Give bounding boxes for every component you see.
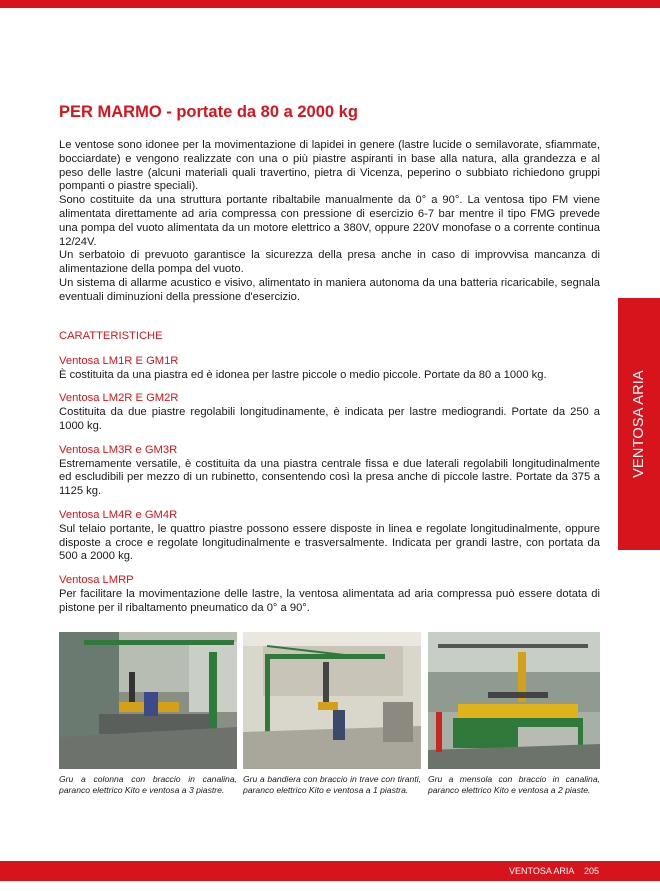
intro-paragraph: Le ventose sono idonee per la movimentazione di lapidei in genere (lastre lucide o semilavorate, sfiammate, bocciardate) e vengono realizzate con una o più piastre aspiranti in base alla natura, alla grandezza e al peso delle lastre (alcuni materiali quali travertino, pietra di Vicenza, peperino o subbiato richiedono gruppi pompanti o piastre speciali). xyxy=(59,139,600,193)
intro-paragraph: Un sistema di allarme acustico e visivo, alimentato in maniera autonoma da una batteria ricaricabile, segnala eventuali diminuzioni della pressione d'esercizio. xyxy=(59,276,600,303)
side-section-tab xyxy=(618,298,660,550)
photo-column-crane xyxy=(59,632,237,769)
page-number: 205 xyxy=(584,866,600,876)
model-name: Ventosa LM3R e GM3R xyxy=(59,443,178,456)
model-description: È costituita da una piastra ed è idonea per lastre piccole o medio piccole. Portate da 80 a 1000 kg. xyxy=(59,368,547,381)
model-item xyxy=(59,355,600,383)
photo-caption: Gru a bandiera con braccio in trave con tiranti, paranco elettrico Kito e ventosa a 1 piastra. xyxy=(243,774,421,795)
model-name: Ventosa LM1R E GM1R xyxy=(59,354,179,367)
intro-paragraph: Un serbatoio di prevuoto garantisce la sicurezza della presa anche in caso di improvvisa mancanza di alimentazione della pompa del vuoto. xyxy=(59,249,600,276)
model-description: Estremamente versatile, è costituita da una piastra centrale fissa e due laterali regolabili longitudinalmente ed escludibili per mezzo di un rubinetto, consentendo così la presa anche di piccole lastre. Portate da 375 a 1125 kg. xyxy=(59,457,600,498)
model-item xyxy=(59,509,600,564)
side-tab-label: VENTOSA ARIA xyxy=(631,370,647,478)
top-accent-bar xyxy=(0,0,660,8)
model-description: Costituita da due piastre regolabili longitudinamente, è indicata per lastre mediograndi. Portate da 250 a 1000 kg. xyxy=(59,406,600,432)
photo-caption: Gru a colonna con braccio in canalina, paranco elettrico Kito e ventosa a 3 piastre. xyxy=(59,774,237,795)
model-item xyxy=(59,444,600,499)
footer-bar xyxy=(0,861,660,881)
features-section xyxy=(59,330,600,626)
model-name: Ventosa LM4R e GM4R xyxy=(59,508,178,521)
photo-jib-crane xyxy=(243,632,421,769)
photo-bracket-crane xyxy=(428,632,600,769)
model-description: Per facilitare la movimentazione delle lastre, la ventosa alimentata ad aria compressa può essere dotata di pistone per il ribaltamento pneumatico da 0° a 90°. xyxy=(59,587,600,614)
model-name: Ventosa LMRP xyxy=(59,574,134,587)
intro-text xyxy=(59,139,600,305)
intro-paragraph: Sono costituite da una struttura portante ribaltabile manualmente da 0° a 90°. La ventosa tipo FM viene alimentata direttamente ad aria compressa con pressione di esercizio 6-7 bar mentre il tipo FMG prevede una pompa del vuoto alimentata da un motore elettrico a 380V, oppure 220V monofase o a corrente continua 12/24V. xyxy=(59,194,600,248)
model-item xyxy=(59,392,600,433)
model-item xyxy=(59,574,600,615)
section-title: CARATTERISTICHE xyxy=(59,330,163,342)
model-name: Ventosa LM2R E GM2R xyxy=(59,392,179,405)
photo-caption: Gru a mensola con braccio in canalina, paranco elettrico Kito e ventosa a 2 piaste. xyxy=(428,774,600,795)
model-description: Sul telaio portante, le quattro piastre possono essere disposte in linea e regolate longitudinalmente, oppure disposte a croce e regolate longitudinalmente e trasversalmente. Indicata per grandi lastre, con portata da 500 a 2000 kg. xyxy=(59,522,600,563)
page-title: PER MARMO - portate da 80 a 2000 kg xyxy=(59,103,358,121)
footer-section-label: VENTOSA ARIA xyxy=(509,866,575,876)
